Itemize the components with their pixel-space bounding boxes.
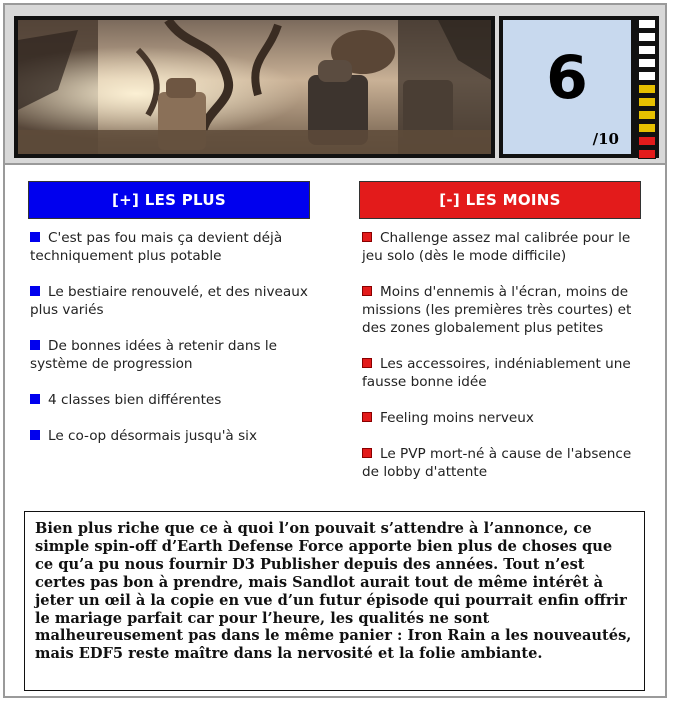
red-square-bullet-icon xyxy=(362,232,372,242)
cons-item: Les accessoires, indéniablement une fausse bonne idée xyxy=(362,356,631,390)
red-square-bullet-icon xyxy=(362,448,372,458)
gauge-segment xyxy=(638,136,656,146)
blue-square-bullet-icon xyxy=(30,286,40,296)
pros-item: Le bestiaire renouvelé, et des niveaux plus variés xyxy=(30,284,308,318)
gauge-segment xyxy=(638,149,656,159)
red-square-bullet-icon xyxy=(362,358,372,368)
cons-header: [-] LES MOINS xyxy=(359,181,641,219)
score-value: 6 xyxy=(546,43,588,113)
red-square-bullet-icon xyxy=(362,286,372,296)
gauge-segment xyxy=(638,110,656,120)
blue-square-bullet-icon xyxy=(30,340,40,350)
game-screenshot-banner xyxy=(14,16,495,158)
gauge-segment xyxy=(638,19,656,29)
score-box xyxy=(499,16,635,158)
cons-list xyxy=(362,229,652,499)
red-square-bullet-icon xyxy=(362,412,372,422)
blue-square-bullet-icon xyxy=(30,394,40,404)
gauge-segment xyxy=(638,58,656,68)
cons-item: Feeling moins nerveux xyxy=(362,409,652,427)
score-header xyxy=(5,5,665,165)
score-max: /10 xyxy=(592,130,619,148)
gauge-segment xyxy=(638,32,656,42)
gauge-segment xyxy=(638,97,656,107)
gauge-segment xyxy=(638,84,656,94)
review-card xyxy=(3,3,667,698)
pros-list xyxy=(30,229,320,463)
gauge-segment xyxy=(638,123,656,133)
pros-item: De bonnes idées à retenir dans le système de progression xyxy=(30,338,278,372)
cons-item: Moins d'ennemis à l'écran, moins de missions (les premières très courtes) et des zones globalement plus petites xyxy=(362,284,632,336)
cons-item: Le PVP mort-né à cause de l'absence de lobby d'attente xyxy=(362,446,632,480)
cons-item: Challenge assez mal calibrée pour le jeu solo (dès le mode difficile) xyxy=(362,230,631,264)
gauge-segment xyxy=(638,45,656,55)
pros-item: Le co-op désormais jusqu'à six xyxy=(30,427,320,445)
pros-item: 4 classes bien différentes xyxy=(30,391,320,409)
gauge-segment xyxy=(638,71,656,81)
verdict-summary: Bien plus riche que ce à quoi l’on pouvait s’attendre à l’annonce, ce simple spin-off d’Earth Defense Force apporte bien plus de choses que ce qu’a pu nous fournir D3 Publisher depuis des années. Tout n’est certes pas bon à prendre, mais Sandlot aurait tout de même intérêt à jeter un œil à la copie en vue d’un futur épisode qui pourrait enfin offrir le mariage parfait car pour l’heure, les qualités ne sont malheureusement pas dans le même panier : Iron Rain a les nouveautés, mais EDF5 reste maître dans la nervosité et la folie ambiante. xyxy=(24,511,645,691)
pros-header: [+] LES PLUS xyxy=(28,181,310,219)
blue-square-bullet-icon xyxy=(30,430,40,440)
score-gauge xyxy=(635,16,659,158)
pros-item: C'est pas fou mais ça devient déjà techniquement plus potable xyxy=(30,230,283,264)
battle-scene-image xyxy=(18,20,491,154)
blue-square-bullet-icon xyxy=(30,232,40,242)
